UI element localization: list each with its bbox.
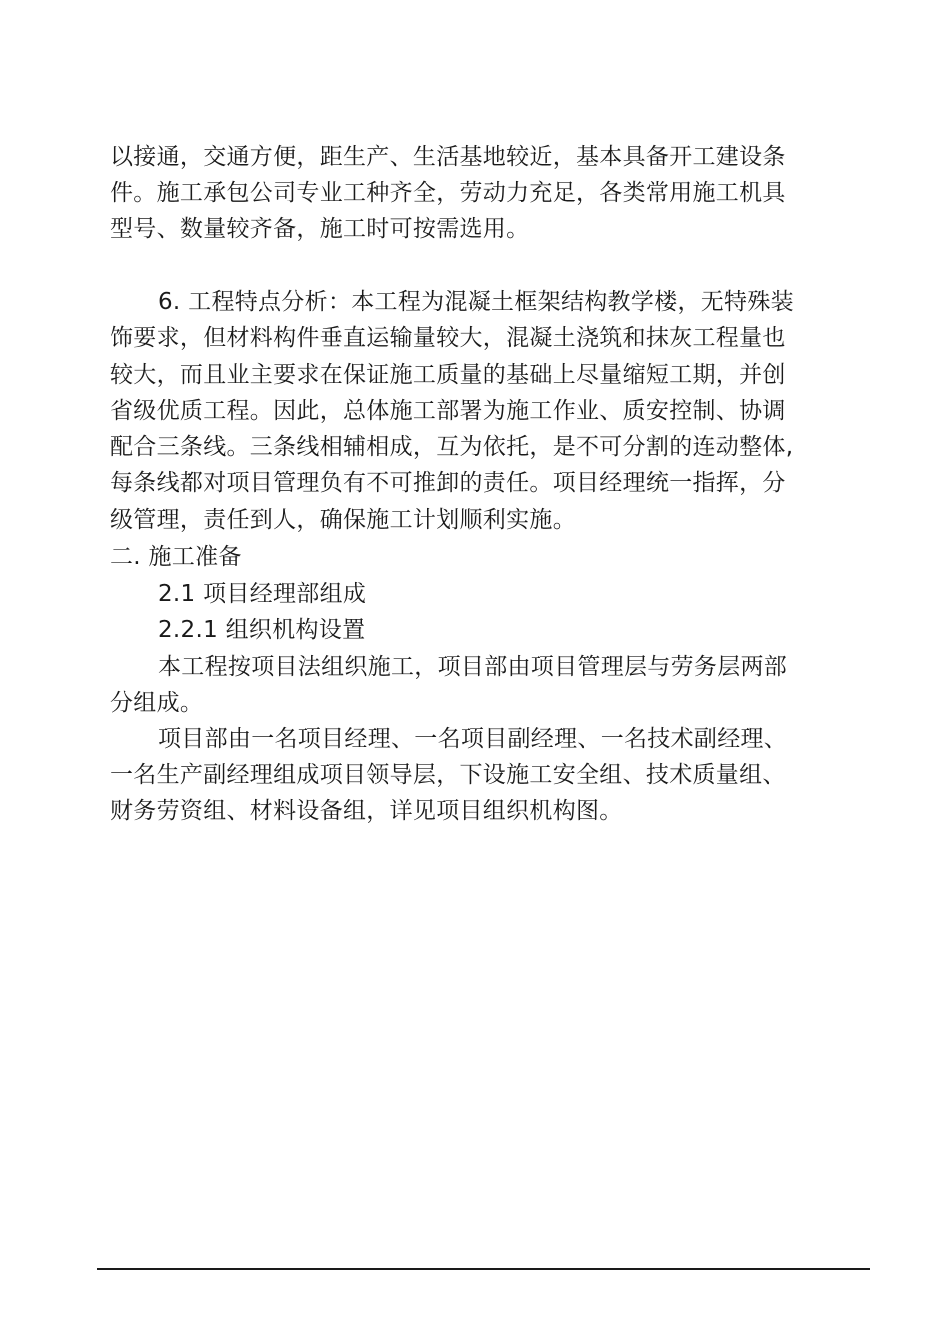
leadership-line-3: 财务劳资组、材料设备组，详见项目组织机构图。 bbox=[110, 798, 623, 824]
project-analysis-line-6: 每条线都对项目管理负有不可推卸的责任。项目经理统一指挥，分 bbox=[110, 470, 786, 496]
project-analysis-line-2: 饰要求，但材料构件垂直运输量较大，混凝土浇筑和抹灰工程量也 bbox=[110, 325, 786, 351]
section-heading: 二. 施工准备 bbox=[110, 544, 242, 570]
organization-line-1: 本工程按项目法组织施工，项目部由项目管理层与劳务层两部 bbox=[158, 654, 788, 680]
project-analysis-line-1: 6. 工程特点分析：本工程为混凝土框架结构教学楼，无特殊装 bbox=[158, 289, 794, 315]
project-analysis-line-7: 级管理，责任到人，确保施工计划顺利实施。 bbox=[110, 507, 576, 533]
leadership-line-1: 项目部由一名项目经理、一名项目副经理、一名技术副经理、 bbox=[158, 726, 788, 752]
site-conditions-line-3: 型号、数量较齐备，施工时可按需选用。 bbox=[110, 216, 530, 242]
project-analysis-line-4: 省级优质工程。因此，总体施工部署为施工作业、质安控制、协调 bbox=[110, 398, 786, 424]
organization-line-2: 分组成。 bbox=[110, 690, 204, 716]
subsubsection-heading: 2.2.1 组织机构设置 bbox=[158, 617, 366, 643]
site-conditions-line-2: 件。施工承包公司专业工种齐全，劳动力充足，各类常用施工机具 bbox=[110, 180, 786, 206]
leadership-line-2: 一名生产副经理组成项目领导层，下设施工安全组、技术质量组、 bbox=[110, 762, 786, 788]
footer-divider bbox=[97, 1268, 870, 1270]
site-conditions-line-1: 以接通，交通方便，距生产、生活基地较近，基本具备开工建设条 bbox=[110, 144, 786, 170]
project-analysis-line-3: 较大，而且业主要求在保证施工质量的基础上尽量缩短工期，并创 bbox=[110, 362, 786, 388]
subsection-heading: 2.1 项目经理部组成 bbox=[158, 581, 367, 607]
project-analysis-line-5: 配合三条线。三条线相辅相成，互为依托，是不可分割的连动整体, bbox=[110, 434, 794, 460]
